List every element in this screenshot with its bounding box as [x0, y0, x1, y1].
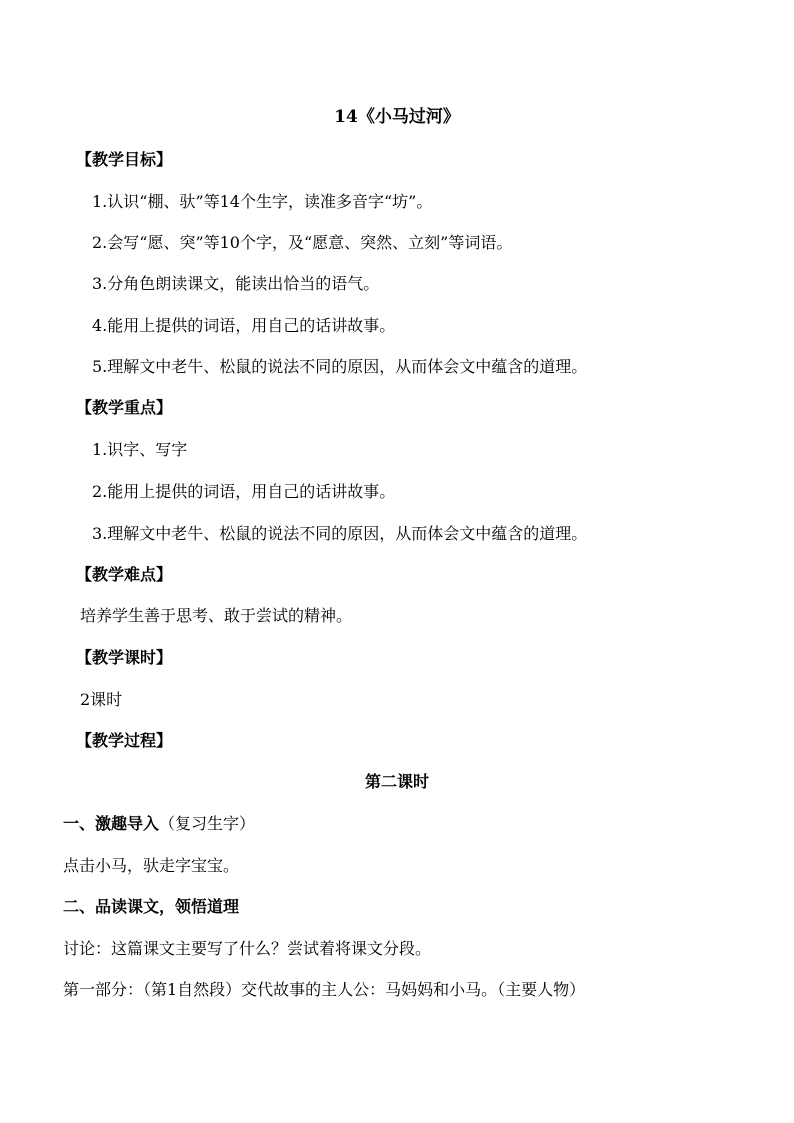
focus-item-2: 2.能用上提供的词语，用自己的话讲故事。: [92, 482, 396, 501]
goal-item-4: 4.能用上提供的词语，用自己的话讲故事。: [92, 316, 396, 335]
document-title: 14《小马过河》: [334, 107, 460, 127]
focus-item-3: 3.理解文中老牛、松鼠的说法不同的原因，从而体会文中蕴含的道理。: [92, 524, 588, 543]
difficulty-text: 培养学生善于思考、敢于尝试的精神。: [80, 606, 353, 625]
part-1-text: 第一部分：（第1自然段）交代故事的主人公：马妈妈和小马。（主要人物）: [63, 980, 586, 999]
section-1: [63, 814, 255, 834]
hours-heading: 【教学课时】: [76, 648, 173, 667]
focus-heading: 【教学重点】: [76, 398, 173, 417]
goal-item-2: 2.会写“愿、突”等10个字，及“愿意、突然、立刻”等词语。: [92, 233, 513, 252]
section-1-note: （复习生字）: [159, 814, 256, 833]
discussion-text: 讨论：这篇课文主要写了什么？尝试着将课文分段。: [63, 939, 432, 958]
lesson-title: 第二课时: [364, 772, 429, 791]
goal-item-5: 5.理解文中老牛、松鼠的说法不同的原因，从而体会文中蕴含的道理。: [92, 357, 588, 376]
focus-item-1: 1.识字、写字: [92, 440, 188, 459]
section-2-title: 二、品读课文，领悟道理: [63, 897, 240, 916]
goal-item-3: 3.分角色朗读课文，能读出恰当的语气。: [92, 274, 380, 293]
process-heading: 【教学过程】: [76, 731, 173, 750]
hours-text: 2课时: [80, 690, 123, 709]
section-1-text: 点击小马，驮走字宝宝。: [63, 856, 240, 875]
goal-item-1: 1.认识“棚、驮”等14个生字，读准多音字“坊”。: [92, 192, 433, 211]
difficulty-heading: 【教学难点】: [76, 565, 173, 584]
section-1-title: 一、激趣导入: [63, 814, 160, 833]
goals-heading: 【教学目标】: [76, 150, 173, 169]
